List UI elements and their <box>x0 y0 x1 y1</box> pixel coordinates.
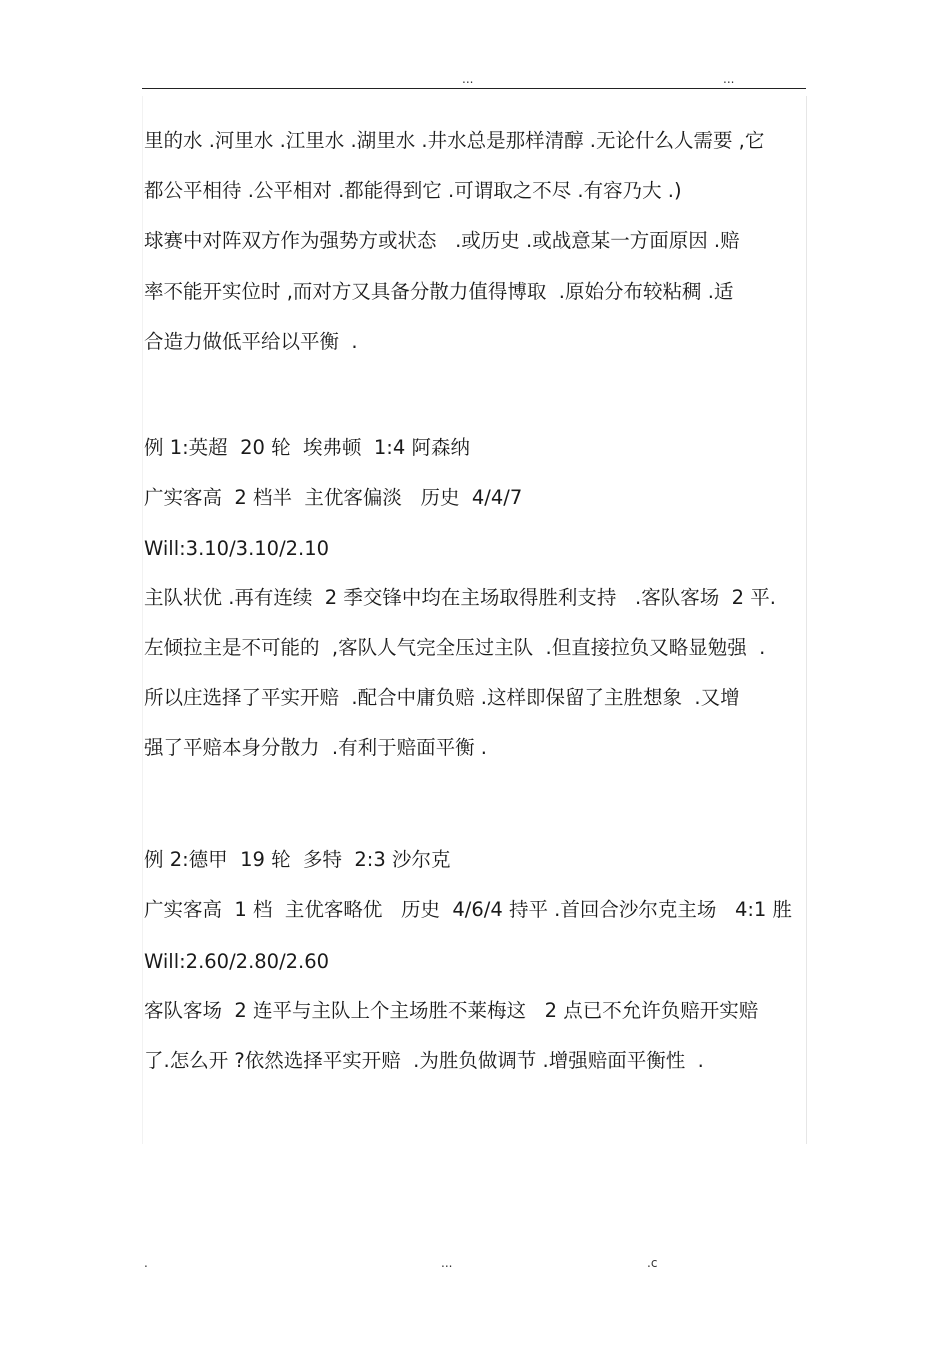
header-mark-2: ... <box>723 72 735 86</box>
text-line-4: 率不能开实位时 ,而对方又具备分散力值得博取 .原始分布较粘稠 .适 <box>144 280 734 303</box>
footer-mark-1: . <box>144 1256 148 1270</box>
example-2-title: 例 2:德甲 19 轮 多特 2:3 沙尔克 <box>144 848 451 871</box>
text-line-9: 主队状优 .再有连续 2 季交锋中均在主场取得胜利支持 .客队客场 2 平. <box>144 586 776 609</box>
example-2-info: 广实客高 1 档 主优客略优 历史 4/6/4 持平 .首回合沙尔克主场 4:1 胜 <box>144 898 793 921</box>
text-line-17: 了.怎么开 ?依然选择平实开赔 .为胜负做调节 .增强赔面平衡性 . <box>144 1049 704 1072</box>
footer-mark-2: ... <box>441 1256 453 1270</box>
example-1-title: 例 1:英超 20 轮 埃弗顿 1:4 阿森纳 <box>144 436 470 459</box>
text-line-16: 客队客场 2 连平与主队上个主场胜不莱梅这 2 点已不允许负赔开实赔 <box>144 999 759 1022</box>
frame-line-right <box>806 96 807 1144</box>
text-line-2: 都公平相待 .公平相对 .都能得到它 .可谓取之不尽 .有容乃大 .) <box>144 179 682 202</box>
text-line-3: 球赛中对阵双方作为强势方或状态 .或历史 .或战意某一方面原因 .赔 <box>144 229 740 252</box>
example-1-info: 广实客高 2 档半 主优客偏淡 历史 4/4/7 <box>144 486 523 509</box>
text-line-11: 所以庄选择了平实开赔 .配合中庸负赔 .这样即保留了主胜想象 .又增 <box>144 686 740 709</box>
header-rule <box>142 88 806 89</box>
text-line-10: 左倾拉主是不可能的 ,客队人气完全压过主队 .但直接拉负又略显勉强 . <box>144 636 766 659</box>
text-line-1: 里的水 .河里水 .江里水 .湖里水 .井水总是那样清醇 .无论什么人需要 ,它 <box>144 129 765 152</box>
footer-mark-3: .c <box>647 1256 658 1270</box>
text-line-5: 合造力做低平给以平衡 . <box>144 330 358 353</box>
text-line-12: 强了平赔本身分散力 .有利于赔面平衡 . <box>144 736 487 759</box>
header-mark-1: ... <box>462 72 474 86</box>
example-2-odds: Will:2.60/2.80/2.60 <box>144 950 330 973</box>
frame-line-left <box>142 96 143 1144</box>
example-1-odds: Will:3.10/3.10/2.10 <box>144 537 330 560</box>
